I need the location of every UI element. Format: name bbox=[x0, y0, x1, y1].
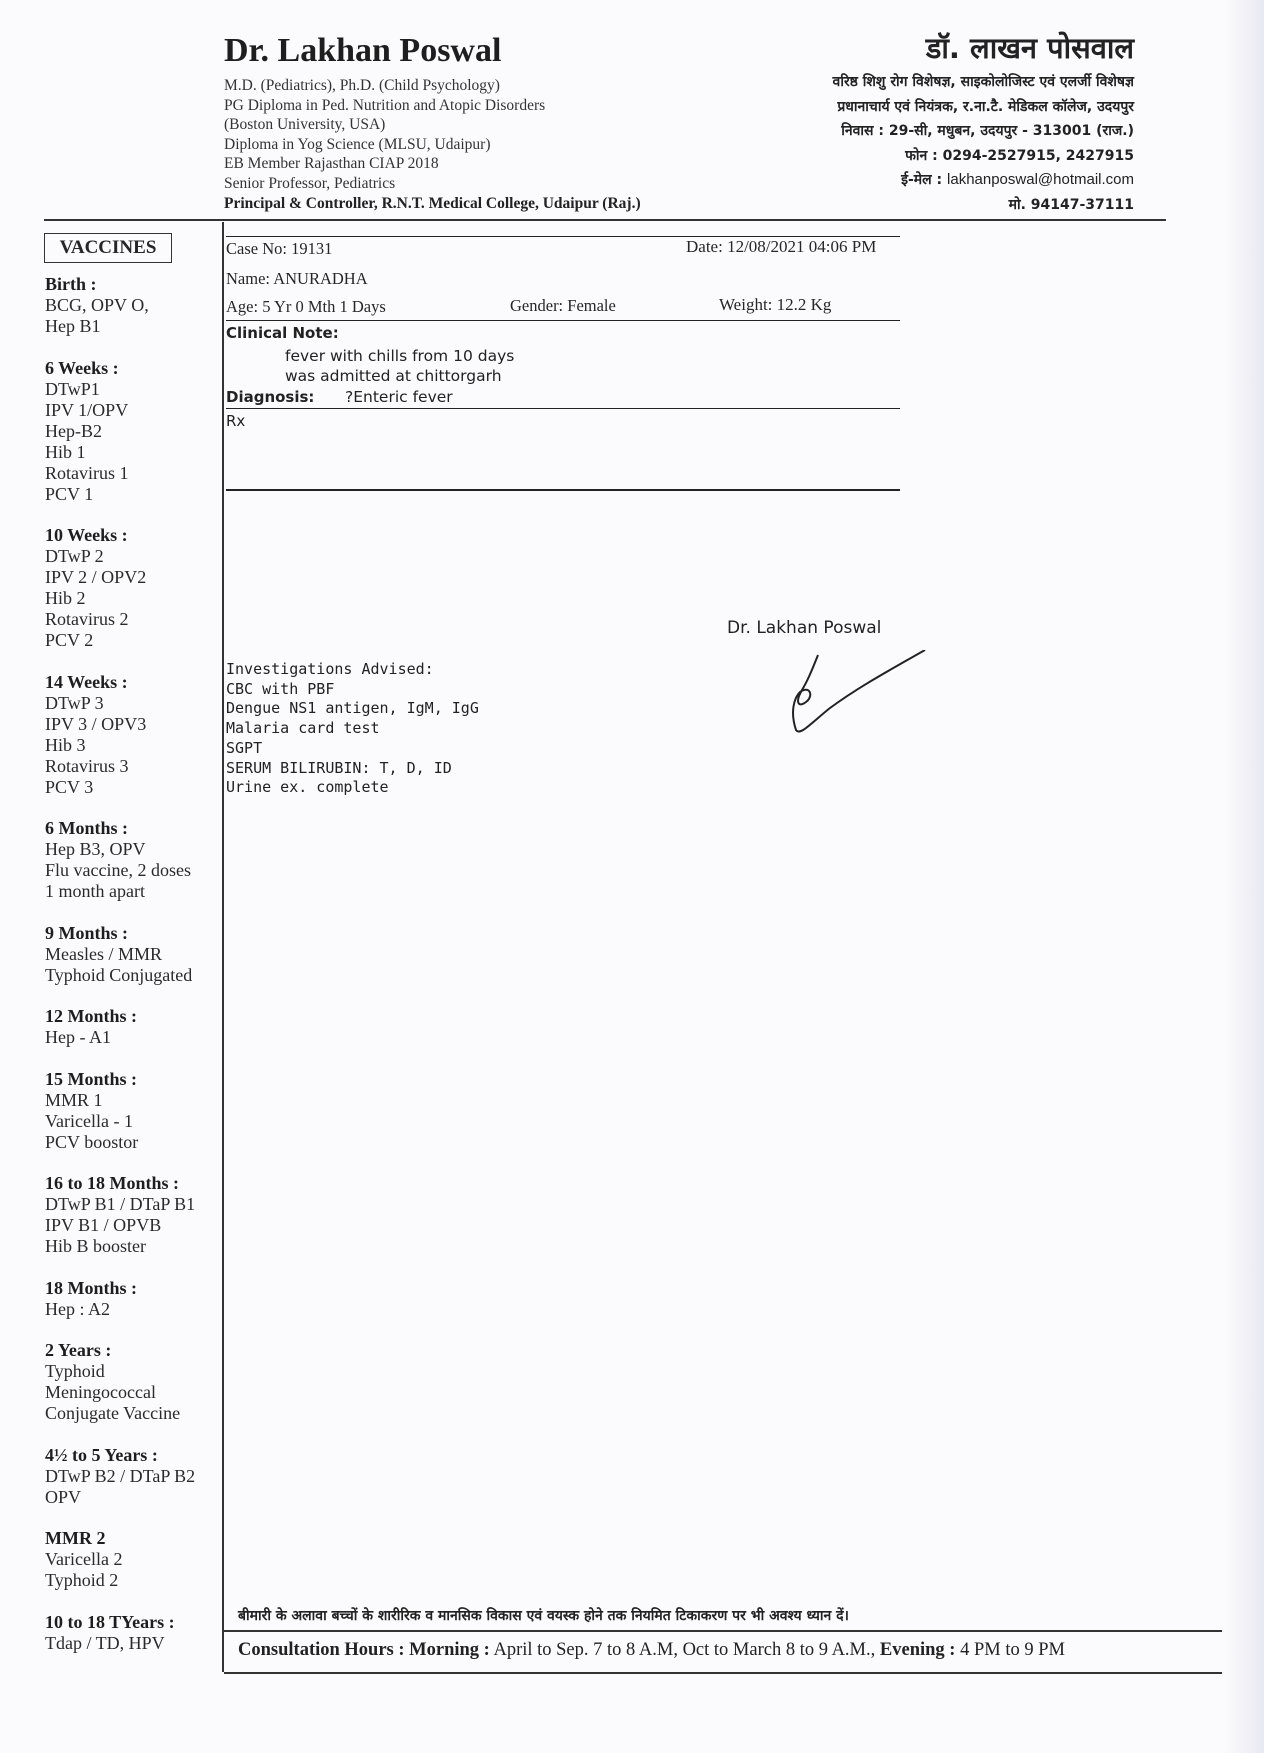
vaccine-item: Hib 3 bbox=[45, 734, 86, 755]
vaccine-group-heading: 6 Weeks : bbox=[45, 357, 119, 378]
vaccine-item: Measles / MMR bbox=[45, 943, 162, 964]
patient-gender: Gender: Female bbox=[510, 296, 616, 315]
email-label: ई-मेल : bbox=[901, 172, 943, 189]
vaccine-item: DTwP B2 / DTaP B2 bbox=[45, 1465, 196, 1486]
diagnosis-value: ?Enteric fever bbox=[345, 388, 453, 406]
hindi-line: निवास : 29-सी, मधुबन, उदयपुर - 313001 (राज.) bbox=[841, 123, 1134, 140]
vaccine-group-heading: 9 Months : bbox=[45, 922, 129, 943]
hindi-line: फोन : 0294-2527915, 2427915 bbox=[905, 147, 1134, 164]
vaccine-item: Rotavirus 1 bbox=[45, 462, 129, 483]
qualification-line: Principal & Controller, R.N.T. Medical College, Udaipur (Raj.) bbox=[224, 194, 641, 212]
vaccine-item: DTwP1 bbox=[45, 378, 100, 399]
vaccine-item: Hib B booster bbox=[45, 1236, 146, 1256]
visit-date: Date: 12/08/2021 04:06 PM bbox=[686, 237, 877, 256]
vaccine-group bbox=[45, 358, 221, 505]
rx-symbol: Rx bbox=[226, 412, 246, 430]
vaccine-item: Rotavirus 3 bbox=[45, 755, 129, 776]
vaccine-item: IPV B1 / OPVB bbox=[45, 1215, 162, 1235]
email-address: lakhanposwal@hotmail.com bbox=[947, 171, 1134, 189]
vaccine-group-heading: 10 to 18 TYears : bbox=[45, 1611, 175, 1632]
vaccine-item: Hep-B2 bbox=[45, 420, 102, 441]
vaccine-item: Hep - A1 bbox=[45, 1027, 111, 1047]
vaccine-item: Hep B1 bbox=[45, 316, 101, 336]
vaccine-item: Hib 2 bbox=[45, 588, 86, 608]
vaccine-item: DTwP 3 bbox=[45, 692, 104, 713]
vaccine-item: Tdap / TD, HPV bbox=[45, 1632, 165, 1653]
diagnosis-label: Diagnosis: bbox=[226, 388, 315, 406]
investigations-block bbox=[226, 660, 479, 798]
mobile-line: मो. 94147-37111 bbox=[1008, 196, 1134, 213]
vaccine-schedule-list bbox=[45, 274, 221, 1674]
vaccine-item: PCV 1 bbox=[45, 483, 94, 504]
vaccine-group-heading: 10 Weeks : bbox=[45, 525, 128, 545]
vaccine-item: Varicella 2 bbox=[45, 1549, 123, 1569]
signature-name: Dr. Lakhan Poswal bbox=[727, 618, 882, 638]
vaccine-group-heading: 18 Months : bbox=[45, 1277, 138, 1298]
doctor-name-hindi: डॉ. लाखन पोसवाल bbox=[925, 31, 1134, 65]
vaccine-group-heading: MMR 2 bbox=[45, 1528, 106, 1548]
vaccine-item: DTwP 2 bbox=[45, 546, 104, 566]
vaccine-group bbox=[45, 1278, 221, 1320]
vaccine-group bbox=[45, 1528, 221, 1591]
clinical-note-line: was admitted at chittorgarh bbox=[285, 367, 502, 385]
vaccine-item: Meningococcal bbox=[45, 1382, 156, 1402]
investigation-item: SERUM BILIRUBIN: T, D, ID bbox=[226, 758, 452, 777]
vaccine-item: Hib 1 bbox=[45, 441, 86, 462]
vaccine-item: BCG, OPV O, bbox=[45, 295, 149, 315]
vaccine-group-heading: 12 Months : bbox=[45, 1006, 138, 1026]
vaccine-group bbox=[45, 274, 221, 337]
vaccination-reminder-hindi: बीमारी के अलावा बच्चों के शारीरिक व मानसिक विकास एवं वयस्क होने तक नियमित टिकाकरण पर भी अवश्य ध्यान दें। bbox=[238, 1608, 849, 1624]
email-line bbox=[833, 168, 1134, 193]
header-divider bbox=[44, 219, 1166, 221]
doctor-name: Dr. Lakhan Poswal bbox=[224, 32, 502, 69]
sidebar-divider bbox=[222, 222, 224, 1672]
morning-hours: April to Sep. 7 to 8 A.M, Oct to March 8 to 9 A.M., bbox=[493, 1640, 876, 1660]
vaccine-group-heading: 16 to 18 Months : bbox=[45, 1173, 179, 1193]
investigation-item: Malaria card test bbox=[226, 719, 380, 738]
vaccine-item: IPV 1/OPV bbox=[45, 399, 129, 420]
qualification-line: Diploma in Yog Science (MLSU, Udaipur) bbox=[224, 135, 491, 153]
vaccine-item: PCV 2 bbox=[45, 630, 94, 650]
vaccine-item: Flu vaccine, 2 doses bbox=[45, 860, 191, 880]
qualifications-block bbox=[224, 76, 641, 213]
investigation-item: SGPT bbox=[226, 738, 263, 757]
investigation-item: Dengue NS1 antigen, IgM, IgG bbox=[226, 699, 479, 718]
vaccine-group bbox=[45, 818, 221, 902]
morning-label: Morning : bbox=[409, 1640, 490, 1660]
clinical-note-line: fever with chills from 10 days bbox=[285, 347, 515, 365]
vaccine-group bbox=[45, 525, 221, 651]
investigation-item: Urine ex. complete bbox=[226, 778, 389, 797]
vaccine-group-heading: 15 Months : bbox=[45, 1068, 138, 1089]
vaccine-item: Typhoid Conjugated bbox=[45, 964, 193, 985]
diagnosis-rule bbox=[226, 408, 900, 409]
vaccine-item: Rotavirus 2 bbox=[45, 609, 129, 629]
vaccine-group bbox=[45, 1069, 221, 1153]
hindi-details-block bbox=[833, 70, 1134, 218]
vaccine-item: Hep : A2 bbox=[45, 1298, 110, 1319]
vaccine-group bbox=[45, 1612, 221, 1654]
vaccine-item: Typhoid 2 bbox=[45, 1570, 119, 1590]
vaccines-title: VACCINES bbox=[44, 233, 172, 263]
vaccine-item: Varicella - 1 bbox=[45, 1110, 133, 1131]
handwritten-signature bbox=[790, 650, 930, 740]
evening-label: Evening : bbox=[879, 1640, 956, 1660]
vaccine-group bbox=[45, 1445, 221, 1508]
hours-label: Consultation Hours : bbox=[238, 1640, 405, 1660]
investigation-item: CBC with PBF bbox=[226, 679, 335, 698]
qualification-line: (Boston University, USA) bbox=[224, 116, 386, 134]
hindi-line: प्रधानाचार्य एवं नियंत्रक, र.ना.टै. मेडिकल कॉलेज, उदयपुर bbox=[837, 98, 1134, 115]
evening-hours: 4 PM to 9 PM bbox=[960, 1640, 1065, 1660]
vaccine-item: MMR 1 bbox=[45, 1089, 103, 1110]
vaccine-item: OPV bbox=[45, 1486, 82, 1507]
vaccine-item: DTwP B1 / DTaP B1 bbox=[45, 1194, 196, 1214]
investigations-title: Investigations Advised: bbox=[226, 660, 434, 678]
vaccine-item: Conjugate Vaccine bbox=[45, 1403, 181, 1423]
vaccine-item: PCV 3 bbox=[45, 776, 94, 797]
vaccine-group bbox=[45, 923, 221, 986]
vaccine-group bbox=[45, 1340, 221, 1424]
clinical-note-label: Clinical Note: bbox=[226, 324, 339, 342]
patient-name: Name: ANURADHA bbox=[226, 269, 368, 288]
vaccine-group-heading: Birth : bbox=[45, 274, 97, 294]
vaccine-item: Hep B3, OPV bbox=[45, 839, 146, 859]
qualification-line: PG Diploma in Ped. Nutrition and Atopic Disorders bbox=[224, 96, 546, 114]
rx-rule bbox=[226, 489, 900, 491]
vaccine-item: IPV 3 / OPV3 bbox=[45, 713, 147, 734]
scan-shadow bbox=[1224, 0, 1264, 1753]
qualification-line: EB Member Rajasthan CIAP 2018 bbox=[224, 155, 439, 173]
vaccine-item: IPV 2 / OPV2 bbox=[45, 567, 147, 587]
vaccine-item: PCV boostor bbox=[45, 1131, 139, 1152]
patient-bottom-rule bbox=[226, 320, 900, 321]
consultation-hours bbox=[238, 1640, 1065, 1661]
vaccine-group-heading: 6 Months : bbox=[45, 818, 129, 838]
qualification-line: Senior Professor, Pediatrics bbox=[224, 174, 396, 192]
hindi-line: वरिष्ठ शिशु रोग विशेषज्ञ, साइकोलोजिस्ट एवं एलर्जी विशेषज्ञ bbox=[832, 74, 1134, 90]
vaccine-group bbox=[45, 1173, 221, 1257]
qualification-line: M.D. (Pediatrics), Ph.D. (Child Psychology) bbox=[224, 77, 500, 94]
vaccine-item: 1 month apart bbox=[45, 881, 145, 901]
vaccine-group bbox=[45, 1006, 221, 1048]
case-number: Case No: 19131 bbox=[226, 239, 333, 258]
patient-weight: Weight: 12.2 Kg bbox=[719, 295, 832, 314]
vaccine-item: Typhoid bbox=[45, 1361, 105, 1381]
vaccine-group-heading: 4½ to 5 Years : bbox=[45, 1444, 158, 1465]
vaccine-group bbox=[45, 672, 221, 798]
vaccine-group-heading: 2 Years : bbox=[45, 1340, 112, 1360]
vaccine-group-heading: 14 Weeks : bbox=[45, 671, 128, 692]
patient-age: Age: 5 Yr 0 Mth 1 Days bbox=[226, 297, 386, 316]
